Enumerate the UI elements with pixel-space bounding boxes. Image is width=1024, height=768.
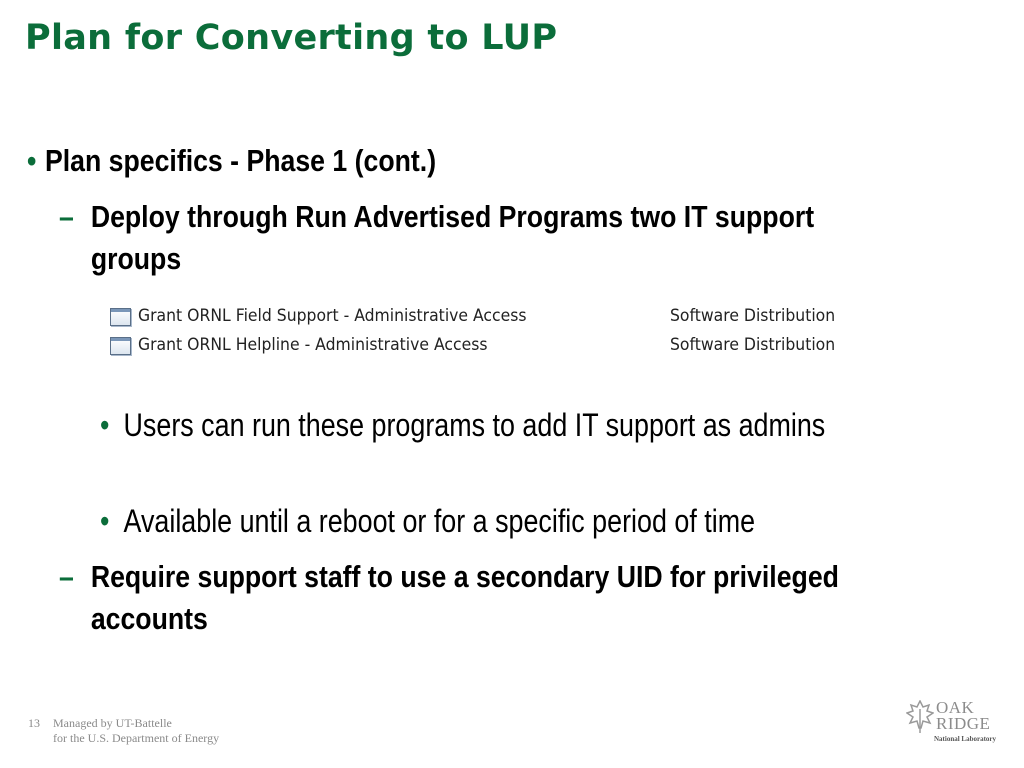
managed-by-line2: for the U.S. Department of Energy	[53, 731, 220, 745]
logo-ridge: RIDGE	[936, 714, 991, 733]
program-row	[108, 305, 868, 331]
program-row	[108, 334, 868, 360]
sub-sub-item-text: Users can run these programs to add IT support as admins	[123, 407, 826, 443]
level1-text: Plan specifics - Phase 1 (cont.)	[44, 143, 437, 178]
program-name: Grant ORNL Helpline - Administrative Access	[138, 335, 488, 355]
dash-icon: –	[59, 559, 74, 594]
managed-by-line1: Managed by UT-Battelle	[53, 716, 172, 730]
dash-icon: –	[59, 199, 74, 234]
leaf-icon	[906, 700, 934, 734]
logo-national-laboratory: National Laboratory	[934, 735, 997, 743]
program-name: Grant ORNL Field Support - Administrative Access	[138, 306, 527, 326]
program-category: Software Distribution	[670, 306, 836, 326]
sub-item-text: Deploy through Run Advertised Programs two IT support groups	[90, 199, 815, 276]
programs-screenshot	[108, 302, 868, 362]
ornl-logo	[906, 698, 1006, 748]
level1-item	[27, 143, 436, 179]
program-icon	[110, 337, 131, 355]
program-icon	[110, 308, 131, 326]
sub-sub-item-text: Available until a reboot or for a specific period of time	[123, 503, 756, 539]
page-number: 13	[28, 716, 40, 730]
logo-oak: OAK	[936, 698, 975, 717]
sub-item-text: Require support staff to use a secondary UID for privileged accounts	[90, 559, 839, 636]
bullet-icon: •	[100, 407, 110, 443]
managed-by	[53, 716, 219, 746]
bullet-icon: •	[100, 503, 110, 539]
slide-title: Plan for Converting to LUP	[25, 18, 558, 58]
bullet-icon: •	[27, 143, 37, 178]
program-category: Software Distribution	[670, 335, 836, 355]
